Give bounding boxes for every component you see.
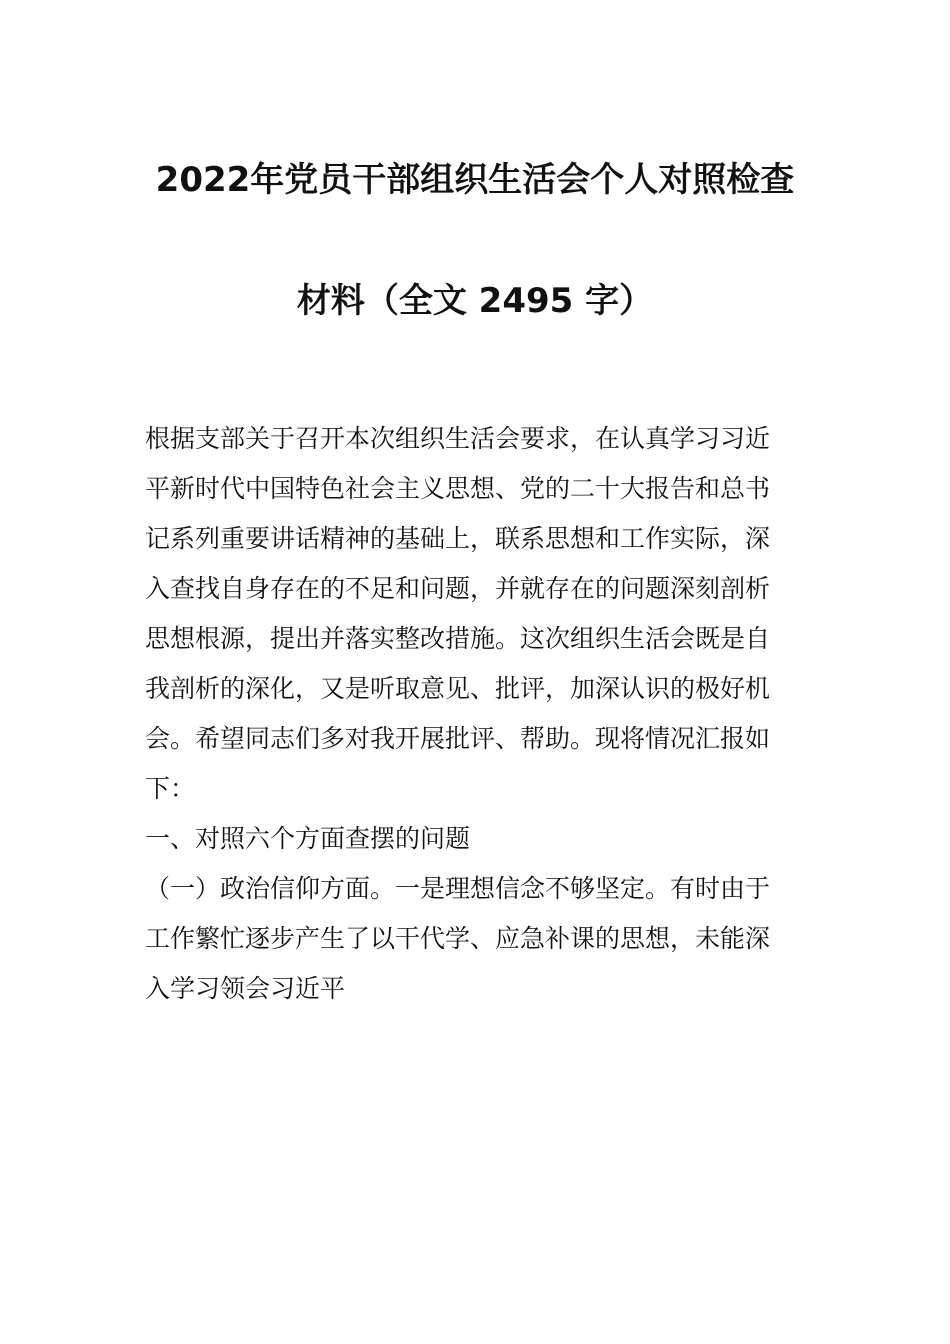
document-title-line-2: 材料（全文 2495 字） <box>296 281 654 321</box>
paragraph-line: 记系列重要讲话精神的基础上，联系思想和工作实际，深 <box>145 524 771 553</box>
paragraph-line: 工作繁忙逐步产生了以干代学、应急补课的思想，未能深 <box>145 924 771 953</box>
paragraph-line: 平新时代中国特色社会主义思想、党的二十大报告和总书 <box>145 474 771 503</box>
paragraph-line: 我剖析的深化，又是听取意见、批评，加深认识的极好机 <box>145 674 771 703</box>
body-text <box>145 414 810 1014</box>
paragraph-line: 下： <box>145 774 196 803</box>
paragraph-line: （一）政治信仰方面。一是理想信念不够坚定。有时由于 <box>145 874 771 903</box>
paragraph-line: 会。希望同志们多对我开展批评、帮助。现将情况汇报如 <box>145 724 771 753</box>
document-title-line-1: 2022年党员干部组织生活会个人对照检查 <box>155 160 795 200</box>
paragraph-line: 根据支部关于召开本次组织生活会要求，在认真学习习近 <box>145 424 771 453</box>
paragraph-line: 思想根源，提出并落实整改措施。这次组织生活会既是自 <box>145 624 771 653</box>
paragraph-line: 入查找自身存在的不足和问题，并就存在的问题深刻剖析 <box>145 574 771 603</box>
paragraph-line: 入学习领会习近平 <box>145 974 346 1003</box>
section-heading: 一、对照六个方面查摆的问题 <box>145 824 471 853</box>
